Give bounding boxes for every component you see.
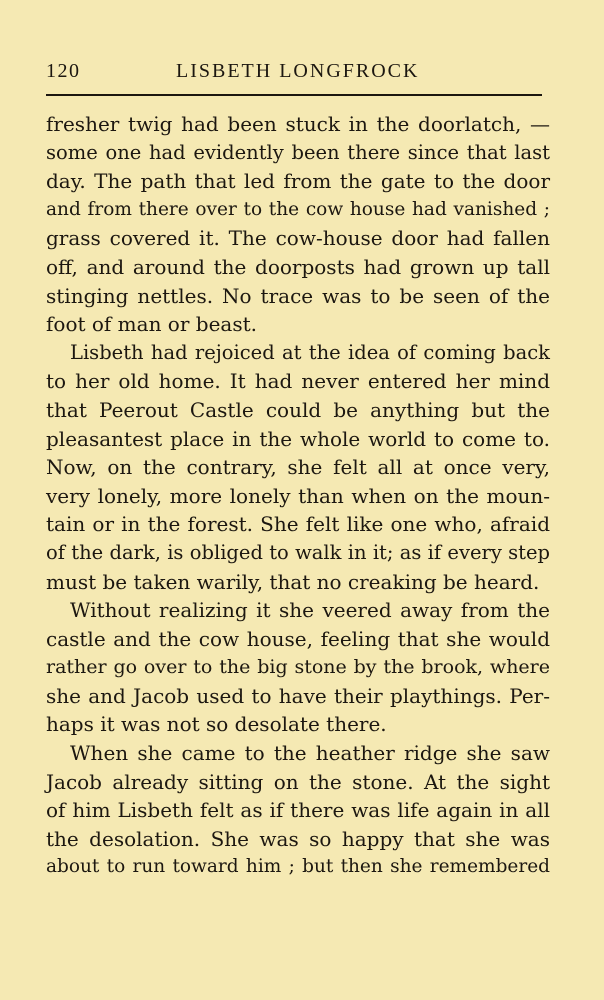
text-line: of him Lisbeth felt as if there was life again in all [46,798,550,823]
text-line: rather go over to the big stone by the brook, where [46,656,550,679]
text-line: some one had evidently been there since that last [46,140,550,164]
paragraph-start-line: Without realizing it she veered away from the [70,598,550,623]
paragraph-start-line: Lisbeth had rejoiced at the idea of coming back [70,340,550,364]
text-line: Jacob already sitting on the stone. At the sight [46,769,550,794]
text-line: foot of man or beast. [46,312,257,337]
text-line: stinging nettles. No trace was to be seen of the [46,283,550,308]
text-line: tain or in the forest. She felt like one who, afraid [46,512,550,537]
text-line: of the dark, is obliged to walk in it; as if every step [46,540,550,564]
text-line: about to run toward him ; but then she remembered [46,856,550,878]
body-text [46,110,550,882]
text-line: the desolation. She was so happy that she was [46,826,550,851]
text-line: Now, on the contrary, she felt all at once very, [46,455,550,480]
book-title: LISBETH LONGFROCK [176,60,420,82]
text-line: very lonely, more lonely than when on the moun- [46,483,550,508]
text-line: off, and around the doorposts had grown up tall [46,254,550,279]
text-line: day. The path that led from the gate to the door [46,169,550,194]
text-line: castle and the cow house, feeling that she would [46,626,550,651]
text-line: that Peerout Castle could be anything but the [46,397,550,422]
text-line: pleasantest place in the whole world to come to. [46,426,550,451]
text-line: haps it was not so desolate there. [46,712,387,737]
running-head [46,58,542,84]
header-rule [46,94,542,96]
paragraph-start-line: When she came to the heather ridge she saw [70,741,550,766]
text-line: to her old home. It had never entered her mind [46,369,550,394]
text-line: fresher twig had been stuck in the doorlatch, — [46,112,550,136]
text-line: she and Jacob used to have their playthings. Per- [46,683,550,708]
text-line: and from there over to the cow house had vanished ; [46,198,550,220]
text-line: must be taken warily, that no creaking be heard. [46,569,540,594]
text-line: grass covered it. The cow-house door had fallen [46,226,550,251]
page-number: 120 [46,60,81,82]
